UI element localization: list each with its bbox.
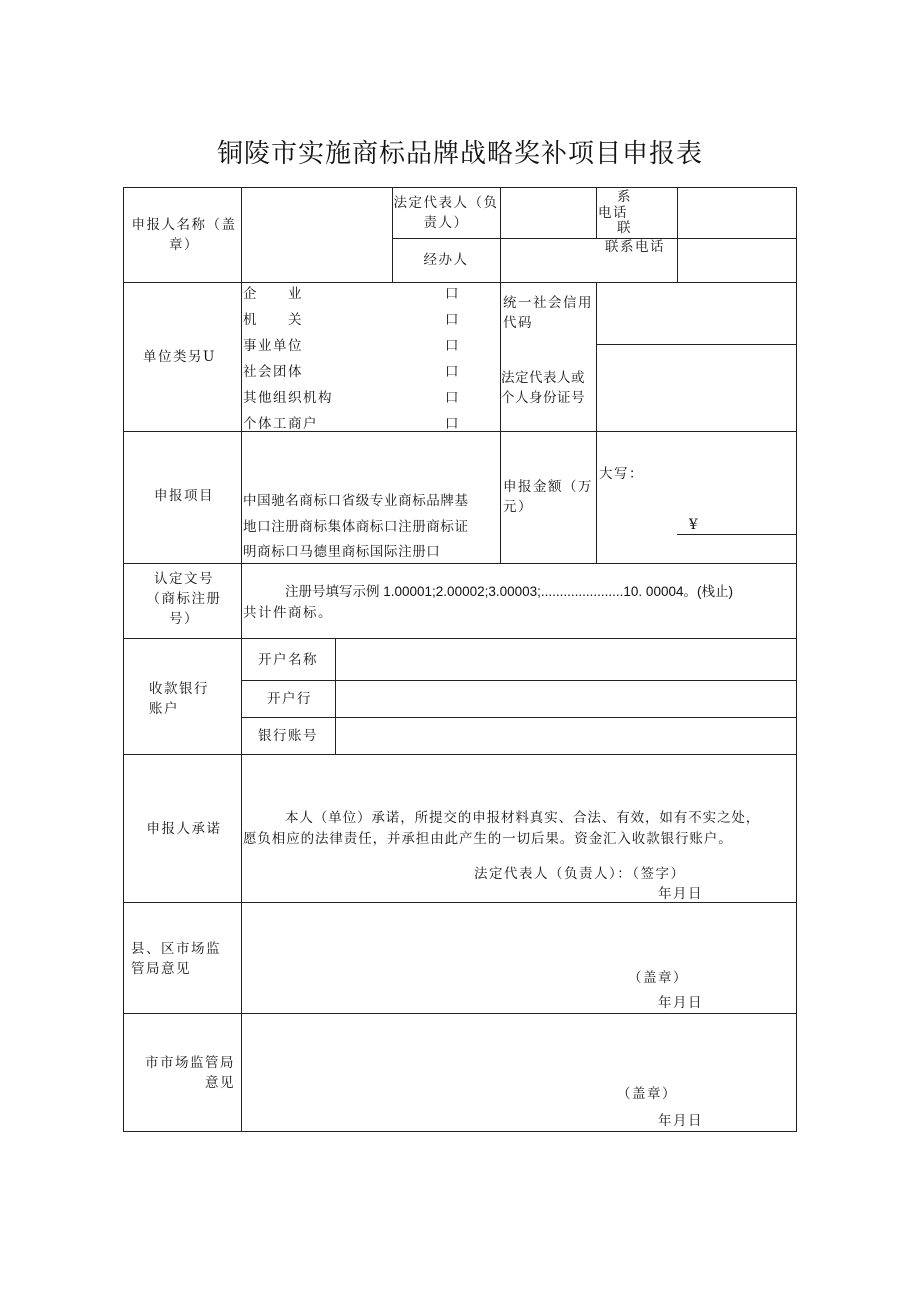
- contact-phone-field[interactable]: [679, 240, 795, 281]
- phone-label-part: 联: [617, 220, 632, 236]
- unit-type-checkbox[interactable]: 口: [445, 312, 460, 328]
- cert-number-total: 共计件商标。: [243, 605, 333, 621]
- bank-row-divider: [241, 717, 797, 718]
- unit-type-checkbox[interactable]: 口: [445, 286, 460, 302]
- unit-type-checkbox[interactable]: 口: [445, 364, 460, 380]
- credit-code-label: 统一社会信用代码: [503, 295, 593, 331]
- col-divider: [596, 187, 597, 238]
- table-border-bottom: [123, 1131, 797, 1132]
- promise-text-line: 本人（单位）承诺，所提交的申报材料真实、合法、有效，如有不实之处，: [285, 810, 761, 826]
- city-date: 年月日: [658, 1113, 703, 1129]
- bank-name-label: 开户行: [267, 691, 312, 707]
- project-label: 申报项目: [154, 488, 214, 504]
- row-divider: [123, 282, 797, 283]
- col-divider: [500, 187, 501, 282]
- promise-date: 年月日: [658, 886, 703, 902]
- bank-col-divider: [335, 638, 336, 754]
- row-divider: [123, 638, 797, 639]
- bank-account-label: 收款银行账户: [149, 681, 209, 717]
- amount-uppercase-field[interactable]: [643, 457, 795, 497]
- bank-account-name-label: 开户名称: [258, 652, 318, 668]
- county-date: 年月日: [658, 995, 703, 1011]
- contact-phone-label: 联系电话: [605, 239, 665, 255]
- form-title: 铜陵市实施商标品牌战略奖补项目申报表: [216, 139, 703, 169]
- promise-label: 申报人承诺: [146, 821, 222, 837]
- county-opinion-label: 县、区市场监管局意见: [131, 941, 221, 977]
- credit-code-field[interactable]: [598, 284, 795, 343]
- unit-type-checkbox[interactable]: 口: [445, 416, 460, 432]
- city-opinion-label: 市市场监管局意见: [145, 1055, 235, 1091]
- unit-type-option: 事业单位: [243, 338, 303, 354]
- label-column-divider: [241, 187, 242, 1132]
- promise-text-line: 愿负相应的法律责任，并承担由此产生的一切后果。资金汇入收款银行账户。: [243, 831, 733, 847]
- unit-type-checkbox[interactable]: 口: [445, 338, 460, 354]
- legal-rep-label: 法定代表人（负责人）: [393, 195, 499, 231]
- applicant-name-field[interactable]: [243, 188, 391, 281]
- phone-label-part: 电话: [598, 205, 628, 221]
- bank-number-field[interactable]: [337, 719, 795, 753]
- row-divider: [123, 1013, 797, 1014]
- unit-type-checkbox[interactable]: 口: [445, 390, 460, 406]
- amount-label: 申报金额（万元）: [503, 479, 593, 515]
- cert-number-label: 认定文号（商标注册号）: [146, 571, 222, 627]
- application-form-table: [123, 187, 797, 1132]
- handler-label: 经办人: [423, 252, 469, 268]
- city-seal: （盖章）: [617, 1086, 677, 1102]
- row1-inner-divider: [392, 238, 797, 239]
- handler-field[interactable]: [502, 240, 595, 281]
- legal-rep-field[interactable]: [502, 188, 595, 237]
- project-options-line[interactable]: 地口注册商标集体商标口注册商标证: [243, 519, 469, 535]
- promise-signature-label: 法定代表人（负责人）：（签字）: [474, 866, 686, 882]
- cert-number-example: 注册号填写示例 1.00001;2.00002;3.00003;......................10. 00004。(栈止): [285, 584, 733, 599]
- applicant-name-label: 申报人名称（盖章）: [131, 217, 237, 253]
- phone-label-part: 系: [617, 189, 632, 205]
- unit-type-option: 个体工商户: [243, 416, 318, 432]
- row2-inner-divider: [596, 344, 797, 345]
- id-number-label: 法定代表人或个人身份证号: [501, 370, 585, 406]
- table-border-right: [796, 187, 797, 1132]
- unit-type-option: 机 关: [243, 312, 303, 328]
- bank-name-field[interactable]: [337, 682, 795, 716]
- amount-number-field[interactable]: [703, 509, 795, 533]
- row-divider: [123, 563, 797, 564]
- county-seal: （盖章）: [628, 970, 688, 986]
- bank-number-label: 银行账号: [258, 728, 318, 744]
- bank-row-divider: [241, 680, 797, 681]
- amount-yen-label: ¥: [689, 517, 700, 533]
- project-options-line[interactable]: 明商标口马德里商标国际注册口: [243, 544, 441, 560]
- project-options-line[interactable]: 中国驰名商标口省级专业商标品牌基: [243, 493, 469, 509]
- col-divider: [677, 187, 678, 282]
- col-divider: [596, 282, 597, 563]
- legal-rep-phone-field[interactable]: [679, 188, 795, 237]
- col-divider: [500, 282, 501, 563]
- unit-type-option: 社会团体: [243, 364, 303, 380]
- unit-type-option: 其他组织机构: [243, 390, 333, 406]
- bank-account-name-field[interactable]: [337, 640, 795, 679]
- table-border-left: [123, 187, 124, 1132]
- unit-type-label: 单位类另U: [143, 349, 216, 365]
- row-divider: [123, 754, 797, 755]
- amount-uppercase-label: 大写：: [599, 466, 644, 482]
- unit-type-option: 企 业: [243, 286, 303, 302]
